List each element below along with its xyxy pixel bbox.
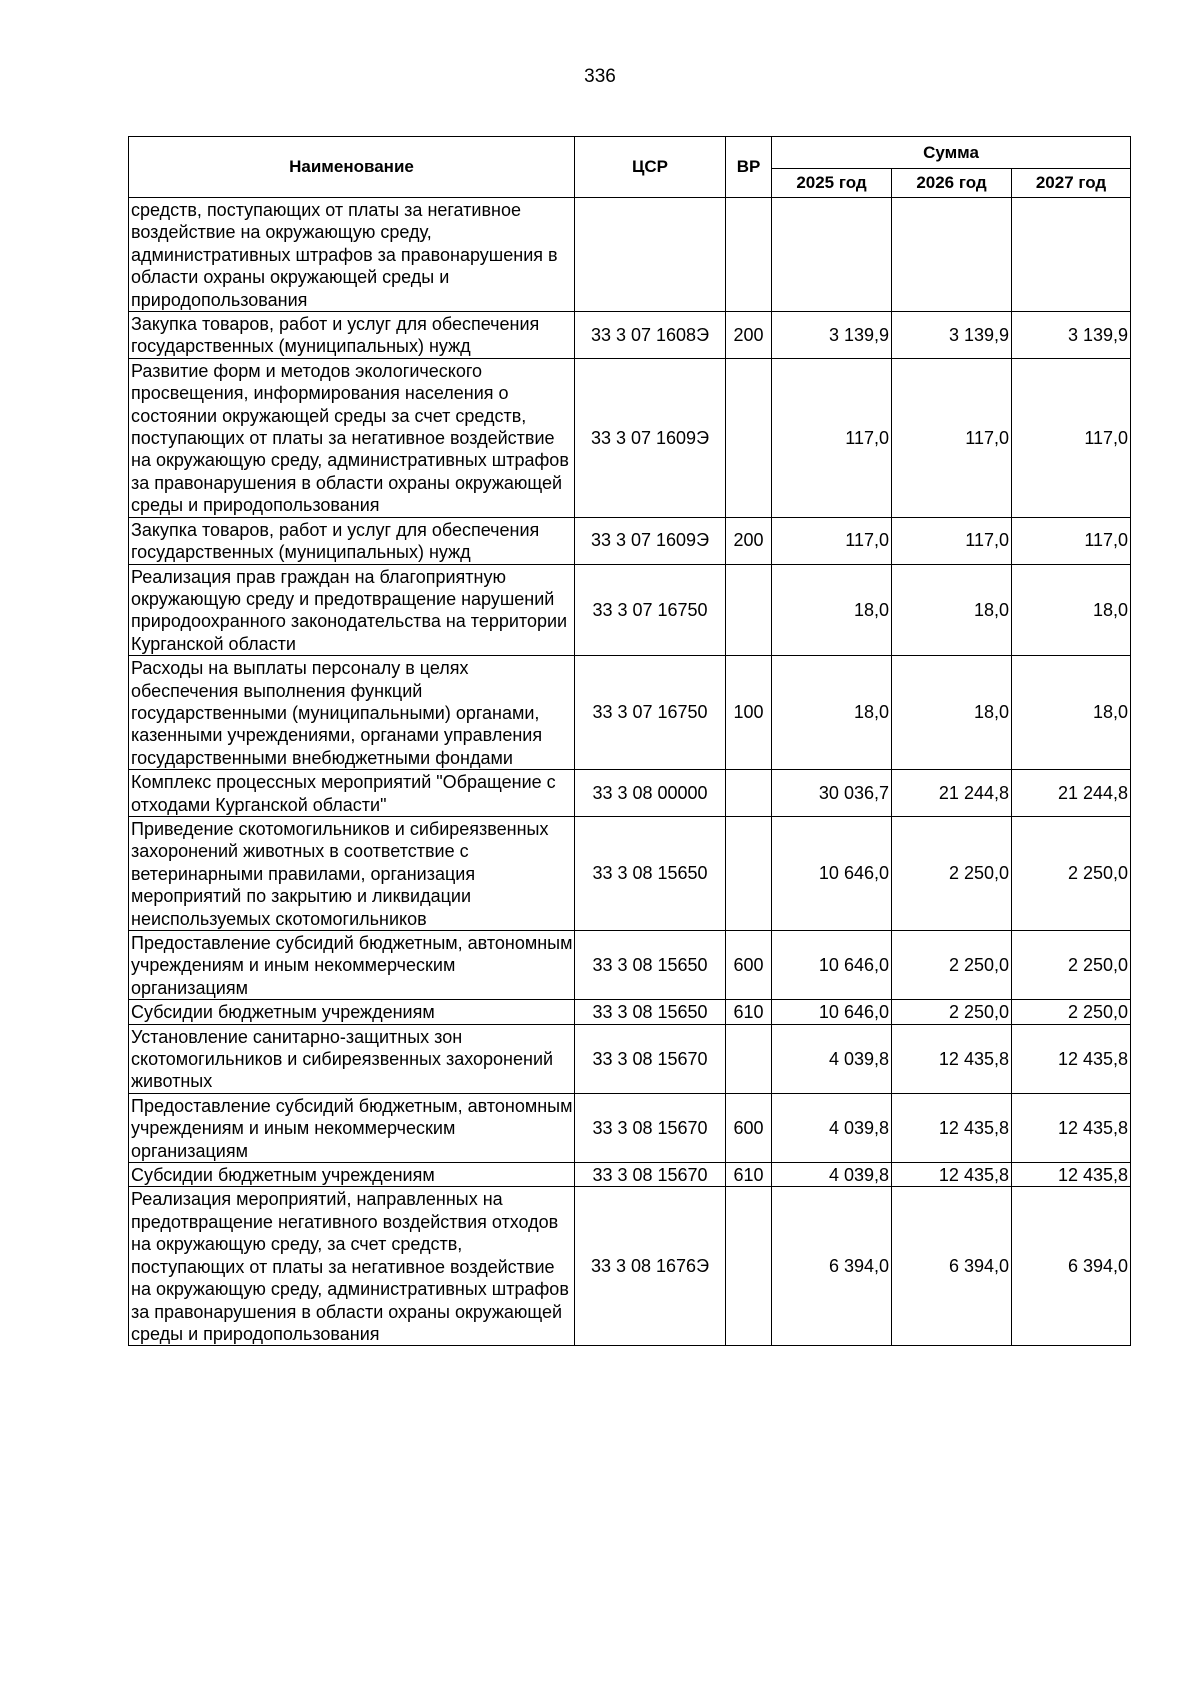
row-sum-2025: 30 036,7	[772, 770, 892, 817]
row-name: Субсидии бюджетным учреждениям	[129, 1000, 575, 1024]
row-vr	[726, 358, 772, 517]
row-name: Расходы на выплаты персоналу в целях обеспечения выполнения функций государственными (муниципальными) органами, казенными учреждениями, органами управления государственными внебюджетными фондами	[129, 656, 575, 770]
row-sum-2027: 2 250,0	[1012, 931, 1131, 1000]
row-sum-2026: 12 435,8	[892, 1093, 1012, 1162]
table-row	[129, 1024, 1131, 1093]
row-sum-2027	[1012, 198, 1131, 312]
row-sum-2025: 117,0	[772, 517, 892, 564]
row-sum-2027: 12 435,8	[1012, 1163, 1131, 1187]
table-row	[129, 770, 1131, 817]
row-sum-2025: 18,0	[772, 656, 892, 770]
row-csr: 33 3 08 15670	[575, 1024, 726, 1093]
row-sum-2025: 18,0	[772, 564, 892, 656]
row-sum-2026: 117,0	[892, 358, 1012, 517]
row-csr: 33 3 08 1676Э	[575, 1187, 726, 1346]
table-row	[129, 931, 1131, 1000]
header-sum: Сумма	[772, 137, 1131, 169]
row-sum-2026: 2 250,0	[892, 1000, 1012, 1024]
row-sum-2025: 4 039,8	[772, 1163, 892, 1187]
table-header	[129, 137, 1131, 198]
page-number: 336	[584, 66, 616, 87]
row-name: Предоставление субсидий бюджетным, автономным учреждениям и иным некоммерческим организациям	[129, 931, 575, 1000]
row-csr: 33 3 08 15650	[575, 931, 726, 1000]
row-name: Комплекс процессных мероприятий "Обращение с отходами Курганской области"	[129, 770, 575, 817]
row-name: Развитие форм и методов экологического просвещения, информирования населения о состоянии окружающей среды за счет средств, поступающих от платы за негативное воздействие на окружающую среду, административных штрафов за правонарушения в области охраны окружающей среды и природопользования	[129, 358, 575, 517]
table-row	[129, 816, 1131, 930]
row-vr	[726, 816, 772, 930]
row-name: Установление санитарно-защитных зон скотомогильников и сибиреязвенных захоронений животных	[129, 1024, 575, 1093]
row-sum-2026: 21 244,8	[892, 770, 1012, 817]
table-row	[129, 1163, 1131, 1187]
row-name: Реализация прав граждан на благоприятную окружающую среду и предотвращение нарушений природоохранного законодательства на территории Курганской области	[129, 564, 575, 656]
row-sum-2027: 2 250,0	[1012, 816, 1131, 930]
table-row	[129, 1000, 1131, 1024]
row-vr: 610	[726, 1163, 772, 1187]
row-sum-2027: 117,0	[1012, 517, 1131, 564]
row-sum-2026: 117,0	[892, 517, 1012, 564]
row-sum-2025: 117,0	[772, 358, 892, 517]
row-sum-2025: 10 646,0	[772, 1000, 892, 1024]
row-sum-2026	[892, 198, 1012, 312]
row-sum-2025: 3 139,9	[772, 312, 892, 359]
row-sum-2026: 12 435,8	[892, 1024, 1012, 1093]
row-sum-2025: 4 039,8	[772, 1093, 892, 1162]
table-row	[129, 1187, 1131, 1346]
header-year-2026: 2026 год	[892, 169, 1012, 198]
row-vr: 200	[726, 517, 772, 564]
row-sum-2025: 4 039,8	[772, 1024, 892, 1093]
row-csr: 33 3 07 16750	[575, 564, 726, 656]
row-vr	[726, 198, 772, 312]
row-vr: 200	[726, 312, 772, 359]
row-sum-2027: 3 139,9	[1012, 312, 1131, 359]
row-vr: 610	[726, 1000, 772, 1024]
row-csr: 33 3 08 00000	[575, 770, 726, 817]
row-sum-2026: 2 250,0	[892, 816, 1012, 930]
table-row	[129, 517, 1131, 564]
row-csr: 33 3 07 1608Э	[575, 312, 726, 359]
row-name: средств, поступающих от платы за негативное воздействие на окружающую среду, административных штрафов за правонарушения в области охраны окружающей среды и природопользования	[129, 198, 575, 312]
row-vr	[726, 1187, 772, 1346]
row-csr: 33 3 08 15670	[575, 1093, 726, 1162]
table-row	[129, 198, 1131, 312]
row-sum-2026: 12 435,8	[892, 1163, 1012, 1187]
row-sum-2027: 117,0	[1012, 358, 1131, 517]
row-sum-2026: 3 139,9	[892, 312, 1012, 359]
row-csr: 33 3 07 1609Э	[575, 358, 726, 517]
table-body	[129, 198, 1131, 1346]
row-name: Закупка товаров, работ и услуг для обеспечения государственных (муниципальных) нужд	[129, 312, 575, 359]
row-vr: 600	[726, 1093, 772, 1162]
row-sum-2025	[772, 198, 892, 312]
row-vr	[726, 1024, 772, 1093]
row-name: Приведение скотомогильников и сибиреязвенных захоронений животных в соответствие с ветеринарными правилами, организация мероприятий по закрытию и ликвидации неиспользуемых скотомогильников	[129, 816, 575, 930]
row-csr	[575, 198, 726, 312]
budget-table	[128, 136, 1131, 1346]
row-sum-2027: 12 435,8	[1012, 1093, 1131, 1162]
row-sum-2026: 18,0	[892, 564, 1012, 656]
header-csr: ЦСР	[575, 137, 726, 198]
header-vr: ВР	[726, 137, 772, 198]
row-name: Субсидии бюджетным учреждениям	[129, 1163, 575, 1187]
row-sum-2026: 6 394,0	[892, 1187, 1012, 1346]
row-sum-2027: 21 244,8	[1012, 770, 1131, 817]
row-sum-2026: 18,0	[892, 656, 1012, 770]
row-csr: 33 3 08 15650	[575, 816, 726, 930]
row-vr	[726, 564, 772, 656]
row-csr: 33 3 07 16750	[575, 656, 726, 770]
table-row	[129, 1093, 1131, 1162]
row-sum-2026: 2 250,0	[892, 931, 1012, 1000]
table-row	[129, 358, 1131, 517]
row-vr	[726, 770, 772, 817]
row-vr: 100	[726, 656, 772, 770]
row-name: Предоставление субсидий бюджетным, автономным учреждениям и иным некоммерческим организациям	[129, 1093, 575, 1162]
row-vr: 600	[726, 931, 772, 1000]
header-year-2025: 2025 год	[772, 169, 892, 198]
row-sum-2027: 18,0	[1012, 564, 1131, 656]
row-csr: 33 3 07 1609Э	[575, 517, 726, 564]
header-name: Наименование	[129, 137, 575, 198]
row-sum-2025: 10 646,0	[772, 931, 892, 1000]
row-sum-2027: 12 435,8	[1012, 1024, 1131, 1093]
row-name: Реализация мероприятий, направленных на предотвращение негативного воздействия отходов на окружающую среду, за счет средств, поступающих от платы за негативное воздействие на окружающую среду, административных штрафов за правонарушения в области охраны окружающей среды и природопользования	[129, 1187, 575, 1346]
row-csr: 33 3 08 15670	[575, 1163, 726, 1187]
row-sum-2025: 10 646,0	[772, 816, 892, 930]
row-sum-2027: 2 250,0	[1012, 1000, 1131, 1024]
row-sum-2027: 6 394,0	[1012, 1187, 1131, 1346]
header-year-2027: 2027 год	[1012, 169, 1131, 198]
row-sum-2027: 18,0	[1012, 656, 1131, 770]
row-csr: 33 3 08 15650	[575, 1000, 726, 1024]
table-row	[129, 564, 1131, 656]
table-row	[129, 312, 1131, 359]
table-row	[129, 656, 1131, 770]
row-name: Закупка товаров, работ и услуг для обеспечения государственных (муниципальных) нужд	[129, 517, 575, 564]
row-sum-2025: 6 394,0	[772, 1187, 892, 1346]
